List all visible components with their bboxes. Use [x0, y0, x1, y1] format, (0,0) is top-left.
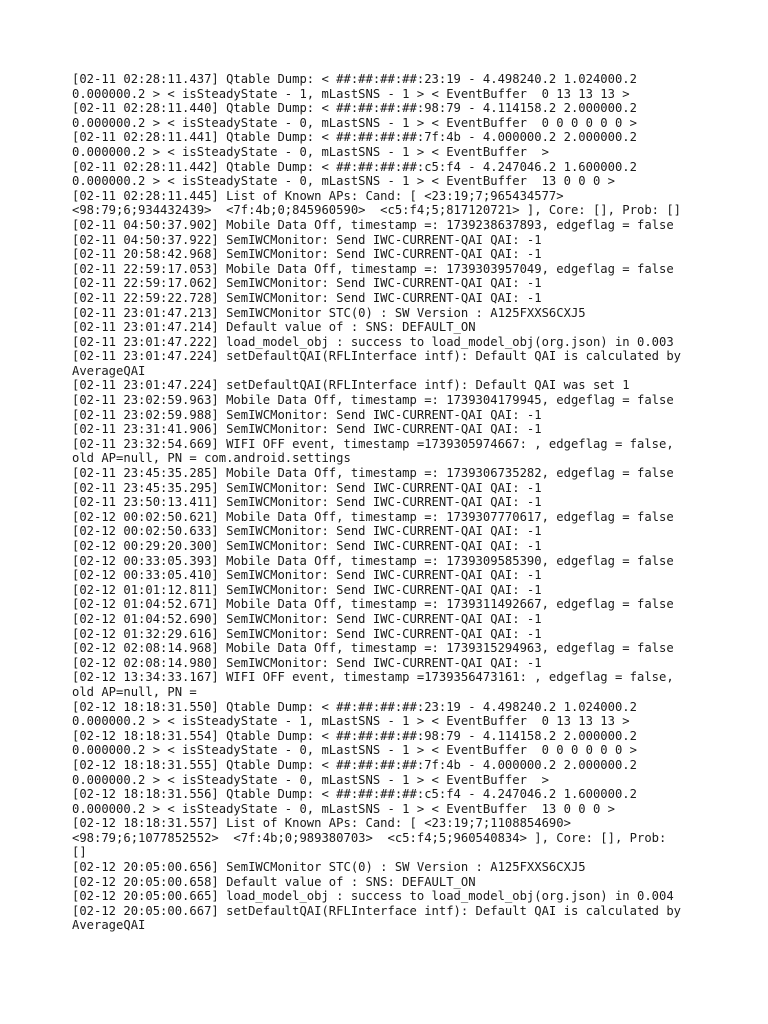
log-line: old AP=null, PN = com.android.settings [72, 451, 351, 466]
log-line: 0.000000.2 > < isSteadyState - 0, mLastSNS - 1 > < EventBuffer > [72, 772, 549, 787]
log-line: [02-11 23:32:54.669] WIFI OFF event, timestamp =1739305974667: , edgeflag = false, [72, 436, 674, 451]
log-line: [02-11 22:59:17.062] SemIWCMonitor: Send IWC-CURRENT-QAI QAI: -1 [72, 276, 542, 291]
log-line: [02-12 18:18:31.550] Qtable Dump: < ##:##:##:##:23:19 - 4.498240.2 1.024000.2 [72, 699, 637, 714]
log-line: [02-12 00:02:50.621] Mobile Data Off, timestamp =: 1739307770617, edgeflag = false [72, 509, 674, 524]
log-line: [02-11 23:01:47.214] Default value of : SNS: DEFAULT_ON [72, 320, 476, 335]
log-line: [02-12 20:05:00.656] SemIWCMonitor STC(0) : SW Version : A125FXXS6CXJ5 [72, 860, 586, 875]
log-line: [02-12 01:32:29.616] SemIWCMonitor: Send IWC-CURRENT-QAI QAI: -1 [72, 626, 542, 641]
log-line: AverageQAI [72, 918, 146, 933]
log-line: old AP=null, PN = [72, 684, 197, 699]
log-line: <98:79;6;934432439> <7f:4b;0;845960590> <c5:f4;5;817120721> ], Core: [], Prob: [] [72, 203, 682, 218]
log-line: [02-12 00:29:20.300] SemIWCMonitor: Send IWC-CURRENT-QAI QAI: -1 [72, 539, 542, 553]
log-line: [02-11 04:50:37.922] SemIWCMonitor: Send IWC-CURRENT-QAI QAI: -1 [72, 232, 542, 247]
log-line: 0.000000.2 > < isSteadyState - 0, mLastSNS - 1 > < EventBuffer > [72, 144, 549, 159]
log-line: 0.000000.2 > < isSteadyState - 0, mLastSNS - 1 > < EventBuffer 0 0 0 0 0 0 > [72, 115, 637, 130]
log-line: [02-12 01:04:52.671] Mobile Data Off, timestamp =: 1739311492667, edgeflag = false [72, 597, 674, 612]
log-line: [02-11 02:28:11.441] Qtable Dump: < ##:##:##:##:7f:4b - 4.000000.2 2.000000.2 [72, 130, 637, 145]
log-line: [02-11 23:02:59.963] Mobile Data Off, timestamp =: 1739304179945, edgeflag = false [72, 393, 674, 408]
log-line: [02-12 18:18:31.556] Qtable Dump: < ##:##:##:##:c5:f4 - 4.247046.2 1.600000.2 [72, 787, 637, 802]
log-line: [02-12 18:18:31.557] List of Known APs: Cand: [ <23:19;7;1108854690> [72, 816, 571, 831]
log-line: [02-11 23:01:47.224] setDefaultQAI(RFLInterface intf): Default QAI was set 1 [72, 378, 630, 393]
log-line: [02-12 20:05:00.658] Default value of : SNS: DEFAULT_ON [72, 874, 476, 889]
log-line: [02-11 22:59:17.053] Mobile Data Off, timestamp =: 1739303957049, edgeflag = false [72, 261, 674, 276]
log-line: 0.000000.2 > < isSteadyState - 0, mLastSNS - 1 > < EventBuffer 13 0 0 0 > [72, 174, 615, 189]
log-line: [02-12 18:18:31.554] Qtable Dump: < ##:##:##:##:98:79 - 4.114158.2 2.000000.2 [72, 728, 637, 743]
log-line: 0.000000.2 > < isSteadyState - 0, mLastSNS - 1 > < EventBuffer 13 0 0 0 > [72, 801, 615, 816]
log-line: 0.000000.2 > < isSteadyState - 1, mLastSNS - 1 > < EventBuffer 0 13 13 13 > [72, 86, 630, 101]
log-line: [02-12 00:33:05.410] SemIWCMonitor: Send IWC-CURRENT-QAI QAI: -1 [72, 568, 542, 583]
log-line: [02-12 00:33:05.393] Mobile Data Off, timestamp =: 1739309585390, edgeflag = false [72, 553, 674, 568]
log-line: [02-11 23:45:35.285] Mobile Data Off, timestamp =: 1739306735282, edgeflag = false [72, 466, 674, 481]
log-text-block [72, 72, 712, 933]
log-line: [02-12 02:08:14.980] SemIWCMonitor: Send IWC-CURRENT-QAI QAI: -1 [72, 655, 542, 670]
log-line: [02-12 20:05:00.667] setDefaultQAI(RFLInterface intf): Default QAI is calculated by [72, 903, 682, 918]
log-line: [02-11 04:50:37.902] Mobile Data Off, timestamp =: 1739238637893, edgeflag = false [72, 217, 674, 232]
log-line: [02-12 13:34:33.167] WIFI OFF event, timestamp =1739356473161: , edgeflag = false, [72, 670, 674, 685]
log-line: [02-12 00:02:50.633] SemIWCMonitor: Send IWC-CURRENT-QAI QAI: -1 [72, 524, 542, 539]
log-line: [02-12 02:08:14.968] Mobile Data Off, timestamp =: 1739315294963, edgeflag = false [72, 641, 674, 656]
log-line: [02-11 23:02:59.988] SemIWCMonitor: Send IWC-CURRENT-QAI QAI: -1 [72, 407, 542, 422]
log-line: [02-12 01:01:12.811] SemIWCMonitor: Send IWC-CURRENT-QAI QAI: -1 [72, 582, 542, 597]
log-line: [02-12 20:05:00.665] load_model_obj : success to load_model_obj(org.json) in 0.004 [72, 889, 674, 904]
log-line: 0.000000.2 > < isSteadyState - 0, mLastSNS - 1 > < EventBuffer 0 0 0 0 0 0 > [72, 743, 637, 758]
log-line: [02-11 02:28:11.445] List of Known APs: Cand: [ <23:19;7;965434577> [72, 188, 564, 203]
log-line: <98:79;6;1077852552> <7f:4b;0;989380703> <c5:f4;5;960540834> ], Core: [], Prob: [72, 830, 667, 845]
log-line: 0.000000.2 > < isSteadyState - 1, mLastSNS - 1 > < EventBuffer 0 13 13 13 > [72, 714, 630, 729]
log-line: AverageQAI [72, 363, 146, 378]
log-line: [02-11 20:58:42.968] SemIWCMonitor: Send IWC-CURRENT-QAI QAI: -1 [72, 247, 542, 262]
log-line: [] [72, 845, 87, 860]
log-line: [02-12 01:04:52.690] SemIWCMonitor: Send IWC-CURRENT-QAI QAI: -1 [72, 611, 542, 626]
log-line: [02-11 22:59:22.728] SemIWCMonitor: Send IWC-CURRENT-QAI QAI: -1 [72, 290, 542, 305]
log-line: [02-11 23:45:35.295] SemIWCMonitor: Send IWC-CURRENT-QAI QAI: -1 [72, 480, 542, 495]
log-line: [02-11 23:01:47.213] SemIWCMonitor STC(0) : SW Version : A125FXXS6CXJ5 [72, 305, 586, 320]
log-line: [02-11 02:28:11.437] Qtable Dump: < ##:##:##:##:23:19 - 4.498240.2 1.024000.2 [72, 72, 637, 86]
log-line: [02-11 23:50:13.411] SemIWCMonitor: Send IWC-CURRENT-QAI QAI: -1 [72, 495, 542, 510]
log-line: [02-12 18:18:31.555] Qtable Dump: < ##:##:##:##:7f:4b - 4.000000.2 2.000000.2 [72, 757, 637, 772]
log-line: [02-11 23:01:47.222] load_model_obj : success to load_model_obj(org.json) in 0.003 [72, 334, 674, 349]
log-line: [02-11 23:01:47.224] setDefaultQAI(RFLInterface intf): Default QAI is calculated by [72, 349, 682, 364]
log-line: [02-11 02:28:11.442] Qtable Dump: < ##:##:##:##:c5:f4 - 4.247046.2 1.600000.2 [72, 159, 637, 174]
log-line: [02-11 23:31:41.906] SemIWCMonitor: Send IWC-CURRENT-QAI QAI: -1 [72, 422, 542, 437]
log-line: [02-11 02:28:11.440] Qtable Dump: < ##:##:##:##:98:79 - 4.114158.2 2.000000.2 [72, 101, 637, 116]
